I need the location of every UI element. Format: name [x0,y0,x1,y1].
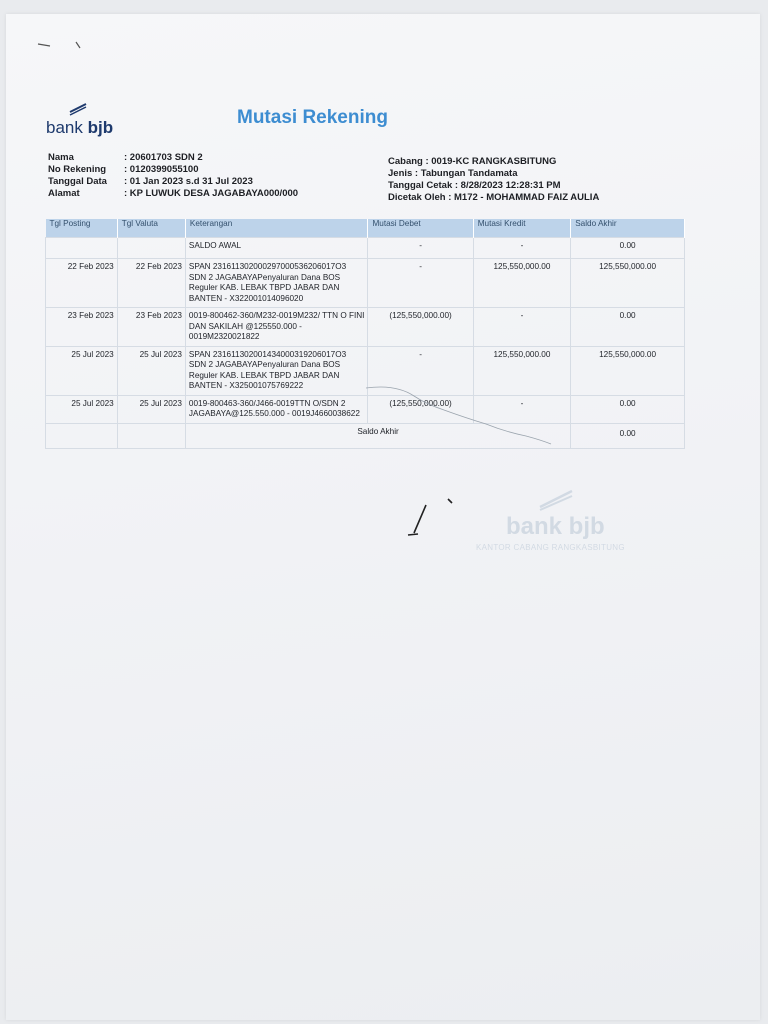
empty-cell [117,423,185,448]
table-row [46,308,685,347]
empty-cell [46,423,118,448]
rekening-value: : 0120399055100 [124,164,199,175]
print-info [388,156,599,204]
signature-mark [404,497,464,541]
header-tgl-valuta: Tgl Valuta [117,219,185,238]
tgl-posting: 22 Feb 2023 [46,259,118,308]
stamp-subtitle: KANTOR CABANG RANGKASBITUNG [476,543,625,552]
saldo-awal-saldo: 0.00 [571,238,685,259]
saldo-akhir-label: Saldo Akhir [185,423,570,448]
tanggal-data-row [48,176,298,188]
nama-label: Nama [48,152,74,163]
keterangan: SPAN 231611302001434000319206017O3 SDN 2 JAGABAYAPenyaluran Dana BOS Reguler KAB. LEBAK TBPD JABAR DAN BANTEN - X325001075769222 [185,346,368,395]
alamat-label: Alamat [48,188,80,199]
nama-row [48,152,298,164]
dicetak-oleh: Dicetak Oleh : M172 - MOHAMMAD FAIZ AULIA [388,192,600,203]
mutasi-debet: (125,550,000.00) [368,308,473,347]
rekening-row [48,164,298,176]
alamat-value: : KP LUWUK DESA JAGABAYA000/000 [124,188,299,199]
bank-stamp [476,489,656,559]
header-mutasi-debet: Mutasi Debet [368,219,473,238]
mutasi-debet: - [368,346,473,395]
header-mutasi-kredit: Mutasi Kredit [473,219,570,238]
tgl-posting: 23 Feb 2023 [46,308,118,347]
empty-cell [46,238,118,259]
tgl-valuta: 23 Feb 2023 [117,308,185,347]
mutasi-kredit: 125,550,000.00 [473,346,570,395]
saldo-akhir-value: 0.00 [571,423,685,448]
mutasi-debet: (125,550,000.00) [368,395,473,423]
paper-tear-mark [356,374,556,454]
table-header-row [46,219,685,238]
empty-cell [117,238,185,259]
tanggal-data-value: : 01 Jan 2023 s.d 31 Jul 2023 [124,176,253,187]
logo-bank: bank [46,118,83,137]
jenis: Jenis : Tabungan Tandamata [388,168,518,179]
tgl-valuta: 25 Jul 2023 [117,395,185,423]
keterangan: 0019-800462-360/M232-0019M232/ TTN O FINI DAN SAKILAH @125550.000 - 0019M2320021822 [185,308,368,347]
saldo-akhir: 0.00 [571,395,685,423]
scribble-mark [36,38,96,58]
tanggal-data-label: Tanggal Data [48,176,107,187]
tgl-posting: 25 Jul 2023 [46,395,118,423]
tgl-valuta: 22 Feb 2023 [117,259,185,308]
keterangan: SPAN 231611302000297000536206017O3 SDN 2 JAGABAYAPenyaluran Dana BOS Reguler KAB. LEBAK TBPD JABAR DAN BANTEN - X322001014096020 [185,259,368,308]
logo-text [46,118,113,138]
saldo-awal-debet: - [368,238,473,259]
saldo-awal-kredit: - [473,238,570,259]
document-paper [6,14,760,1020]
tgl-valuta: 25 Jul 2023 [117,346,185,395]
mutasi-kredit: - [473,308,570,347]
saldo-akhir: 0.00 [571,308,685,347]
saldo-awal-label: SALDO AWAL [185,238,368,259]
tanggal-cetak: Tanggal Cetak : 8/28/2023 12:28:31 PM [388,180,561,191]
header-saldo-akhir: Saldo Akhir [571,219,685,238]
mutasi-kredit: 125,550,000.00 [473,259,570,308]
tgl-posting: 25 Jul 2023 [46,346,118,395]
saldo-awal-row [46,238,685,259]
rekening-label: No Rekening [48,164,107,175]
keterangan: 0019-800463-360/J466-0019TTN O/SDN 2 JAGABAYA@125.550.000 - 0019J4660038622 [185,395,368,423]
saldo-akhir: 125,550,000.00 [571,259,685,308]
mutasi-debet: - [368,259,473,308]
logo-swoosh-icon [68,102,88,116]
page-title: Mutasi Rekening [237,107,388,128]
stamp-swoosh-icon [538,489,574,511]
logo-bjb: bjb [87,118,114,137]
header-keterangan: Keterangan [185,219,368,238]
cabang: Cabang : 0019-KC RANGKASBITUNG [388,156,557,167]
mutasi-kredit: - [473,395,570,423]
nama-value: : 20601703 SDN 2 [124,152,203,163]
account-info [48,152,298,200]
saldo-akhir: 125,550,000.00 [571,346,685,395]
table-row [46,259,685,308]
header-tgl-posting: Tgl Posting [46,219,118,238]
alamat-row [48,188,298,200]
stamp-logo-text: bank bjb [506,513,605,540]
